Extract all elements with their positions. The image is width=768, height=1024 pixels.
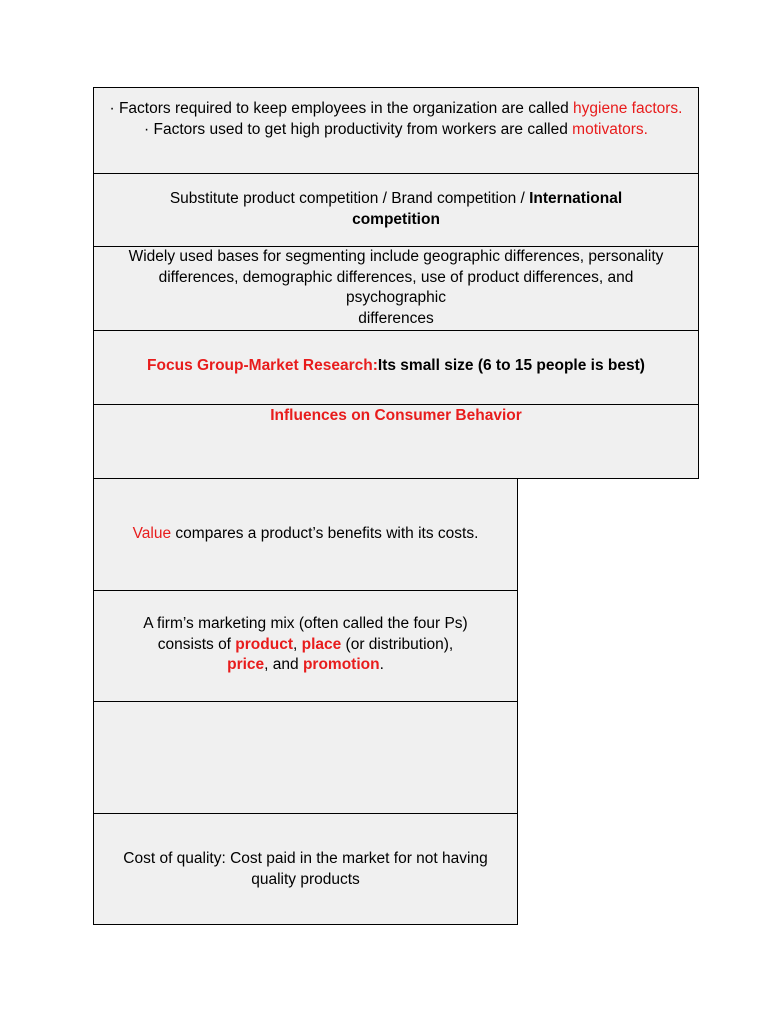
term-price: price xyxy=(227,656,265,673)
card-segmenting xyxy=(93,246,699,331)
cost-quality-line-1: Cost of quality: Cost paid in the market for not having xyxy=(123,850,488,867)
hygiene-term: hygiene factors. xyxy=(573,100,683,117)
motivators-term: motivators. xyxy=(572,120,648,138)
card-focus-group xyxy=(93,330,699,405)
segmenting-line-3: psychographic xyxy=(346,289,446,306)
hygiene-text: · Factors required to keep employees in the organization are called xyxy=(109,100,574,117)
card-competition xyxy=(93,173,699,247)
card-marketing-mix xyxy=(93,590,518,702)
marketing-mix-suffix: (or distribution), xyxy=(341,635,454,653)
marketing-mix-prefix: consists of xyxy=(157,635,236,653)
hygiene-line xyxy=(94,99,698,120)
marketing-mix-line-3 xyxy=(94,655,517,676)
term-place: place xyxy=(301,635,342,653)
segmenting-line-2: differences, demographic differences, use of product differences, and xyxy=(158,268,634,286)
motivators-line xyxy=(94,120,698,141)
term-promotion: promotion xyxy=(302,656,380,673)
and-separator: , and xyxy=(264,656,303,673)
focus-group-text: Its small size (6 to 15 people is best) xyxy=(377,357,645,374)
comma-separator: , xyxy=(292,635,302,653)
term-product: product xyxy=(235,635,293,653)
card-value xyxy=(93,478,518,591)
card-influences xyxy=(93,404,699,479)
marketing-mix-line-2 xyxy=(94,635,517,656)
marketing-mix-line-1: A firm’s marketing mix (often called the four Ps) xyxy=(143,615,468,632)
card-hygiene-motivators xyxy=(93,87,699,174)
focus-group-term: Focus Group-Market Research: xyxy=(147,357,378,374)
segmenting-line-1: Widely used bases for segmenting include geographic differences, personality xyxy=(128,248,664,265)
card-empty xyxy=(93,701,518,814)
card-cost-of-quality xyxy=(93,813,518,925)
segmenting-line-4: differences xyxy=(358,309,434,327)
value-term: Value xyxy=(132,525,172,542)
cost-quality-line-2: quality products xyxy=(251,870,360,888)
period: . xyxy=(379,656,384,673)
influences-title: Influences on Consumer Behavior xyxy=(270,407,522,424)
motivators-text: · Factors used to get high productivity from workers are called xyxy=(144,120,573,138)
competition-text: Substitute product competition / Brand competition / xyxy=(169,190,530,207)
competition-bold: International competition xyxy=(352,190,623,228)
value-text: compares a product’s benefits with its costs. xyxy=(171,525,479,542)
